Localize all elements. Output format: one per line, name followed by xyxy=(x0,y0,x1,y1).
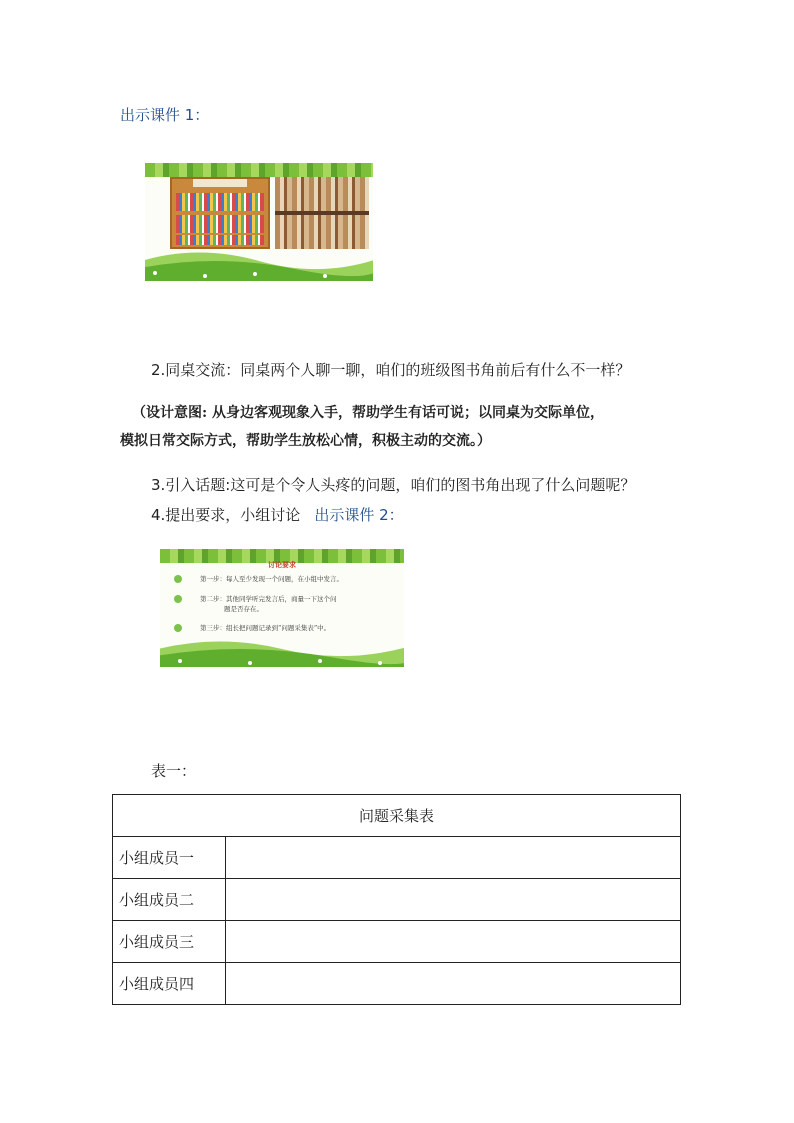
courseware2-slide-image xyxy=(160,549,404,667)
leaf-border-decoration xyxy=(145,163,373,177)
design-intent-text-1: 从身边客观现象入手，帮助学生有话可说；以同桌为交际单位， xyxy=(207,405,605,421)
table-row xyxy=(113,963,681,1005)
paragraph-4 xyxy=(151,504,404,526)
table-header-row xyxy=(113,795,681,837)
design-intent-text-2: 模拟日常交际方式，帮助学生放松心情，积极主动的交流。） xyxy=(120,433,491,449)
member-label: 小组成员一 xyxy=(113,837,226,879)
member-input-cell[interactable] xyxy=(226,879,681,921)
member-label: 小组成员三 xyxy=(113,921,226,963)
table-row xyxy=(113,879,681,921)
slide2-title: 讨论要求 xyxy=(268,560,296,569)
table-title: 问题采集表 xyxy=(113,795,681,837)
member-label: 小组成员二 xyxy=(113,879,226,921)
sign-decoration xyxy=(193,179,247,187)
member-input-cell[interactable] xyxy=(226,963,681,1005)
grass-decoration xyxy=(160,629,404,667)
paragraph-4-main: 4.提出要求，小组讨论 xyxy=(151,506,301,524)
problem-collection-table xyxy=(112,794,681,1005)
member-input-cell[interactable] xyxy=(226,837,681,879)
books-photo-icon xyxy=(275,177,369,249)
slide2-step3: 第三步：组长把问题记录到“问题采集表”中。 xyxy=(200,624,331,632)
design-intent-line-2 xyxy=(120,430,491,452)
slide2-step2b: 题是否存在。 xyxy=(224,605,263,613)
paragraph-3: 3.引入话题:这可是个令人头疼的问题，咱们的图书角出现了什么问题呢？ xyxy=(151,476,636,494)
slide2-step2a: 第二步：其他同学听完发言后，商量一下这个问 xyxy=(200,595,337,603)
slide2-step1: 第一步：每人至少发现一个问题，在小组中发言。 xyxy=(200,575,343,583)
step-bullet-icon xyxy=(174,575,182,583)
table-row xyxy=(113,921,681,963)
grass-decoration xyxy=(145,243,373,281)
table-row xyxy=(113,837,681,879)
table-label: 表一： xyxy=(151,762,197,780)
courseware1-slide-image xyxy=(145,163,373,281)
bookshelf-icon xyxy=(170,177,270,249)
courseware1-label: 出示课件 1： xyxy=(120,106,210,124)
member-label: 小组成员四 xyxy=(113,963,226,1005)
step-bullet-icon xyxy=(174,595,182,603)
design-intent-label: （设计意图: xyxy=(132,405,208,421)
courseware2-label: 出示课件 2： xyxy=(314,506,404,524)
paragraph-2: 2.同桌交流：同桌两个人聊一聊，咱们的班级图书角前后有什么不一样？ xyxy=(151,361,631,379)
design-intent-line-1 xyxy=(132,402,604,424)
member-input-cell[interactable] xyxy=(226,921,681,963)
